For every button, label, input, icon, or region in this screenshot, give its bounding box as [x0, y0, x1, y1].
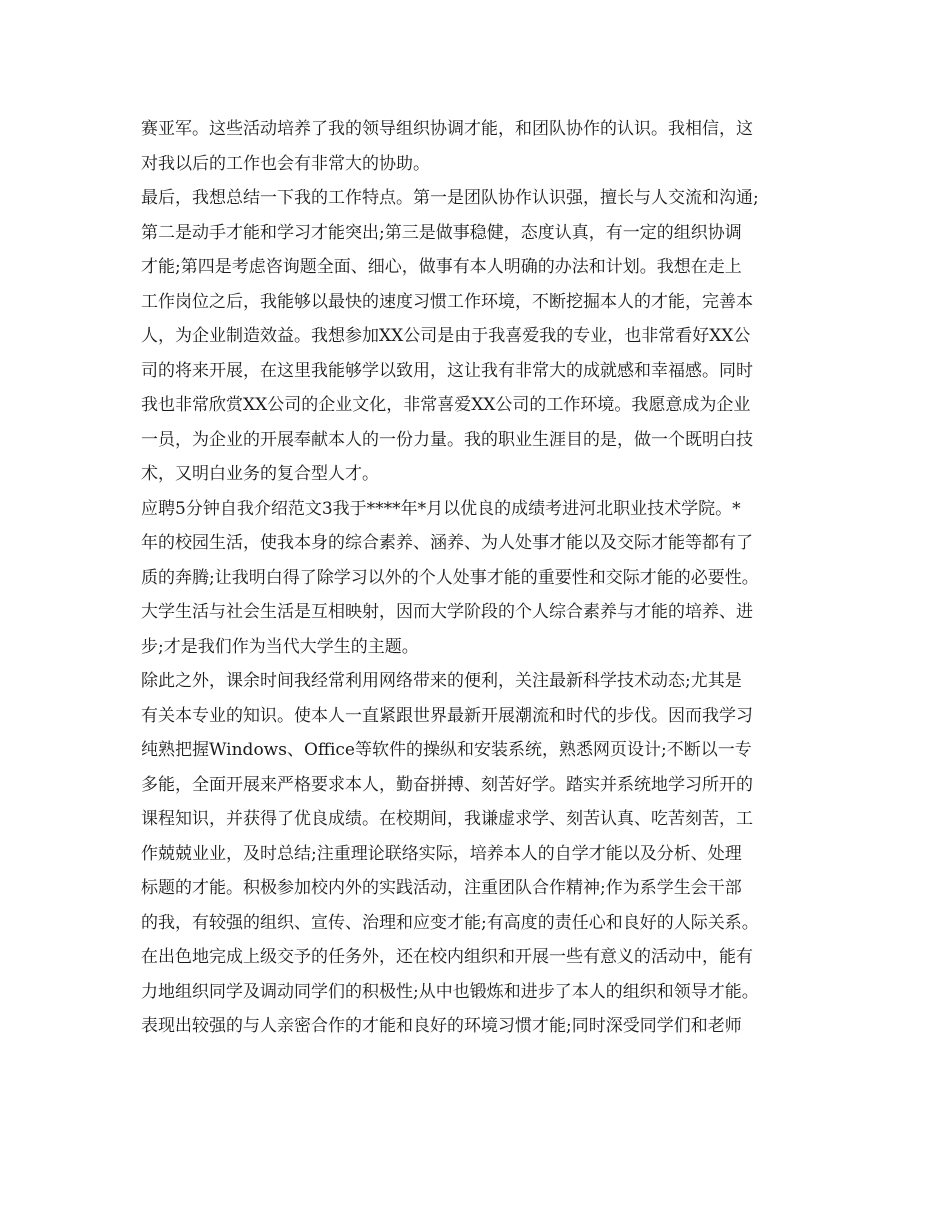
text-line: 在出色地完成上级交予的任务外，还在校内组织和开展一些有意义的活动中，能有 — [141, 947, 753, 967]
text-line: 的我，有较强的组织、宣传、治理和应变才能;有高度的责任心和良好的人际关系。 — [141, 912, 759, 933]
text-line: 应聘5分钟自我介绍范文3我于****年*月以优良的成绩考进河北职业技术学院。* — [141, 498, 741, 519]
text-line: 质的奔腾;让我明白得了除学习以外的个人处事才能的重要性和交际才能的必要性。 — [141, 567, 759, 588]
text-line: 司的将来开展，在这里我能够学以致用，这让我有非常大的成就感和幸福感。同时 — [141, 360, 753, 381]
text-line: 课程知识，并获得了优良成绩。在校期间，我谦虚求学、刻苦认真、吃苦刻苦，工 — [141, 809, 753, 829]
text-line: 一员，为企业的开展奉献本人的一份力量。我的职业生涯目的是，做一个既明白技 — [141, 429, 753, 450]
document-body — [141, 112, 821, 1044]
text-line: 才能;第四是考虑咨询题全面、细心，做事有本人明确的办法和计划。我想在走上 — [141, 257, 742, 277]
text-line: 人，为企业制造效益。我想参加XX公司是由于我喜爱我的专业，也非常看好XX公 — [141, 326, 751, 346]
text-line: 纯熟把握Windows、Office等软件的操纵和安装系统，熟悉网页设计;不断以一专 — [141, 740, 752, 760]
text-line: 术，又明白业务的复合型人才。 — [141, 464, 379, 484]
text-line: 多能，全面开展来严格要求本人，勤奋拼搏、刻苦好学。踏实并系统地学习所开的 — [141, 774, 753, 795]
text-line: 除此之外，课余时间我经常利用网络带来的便利，关注最新科学技术动态;尤其是 — [141, 671, 742, 691]
text-line: 有关本专业的知识。使本人一直紧跟世界最新开展潮流和时代的步伐。因而我学习 — [141, 705, 753, 726]
text-line: 年的校园生活，使我本身的综合素养、涵养、为人处事才能以及交际才能等都有了 — [141, 533, 753, 553]
text-line: 工作岗位之后，我能够以最快的速度习惯工作环境，不断挖掘本人的才能，完善本 — [141, 291, 753, 312]
text-line: 最后，我想总结一下我的工作特点。第一是团队协作认识强，擅长与人交流和沟通; — [141, 188, 759, 208]
text-line: 大学生活与社会生活是互相映射，因而大学阶段的个人综合素养与才能的培养、进 — [141, 602, 753, 622]
text-line: 我也非常欣赏XX公司的企业文化，非常喜爱XX公司的工作环境。我愿意成为企业 — [141, 395, 751, 415]
text-line: 作兢兢业业，及时总结;注重理论联络实际，培养本人的自学才能以及分析、处理 — [141, 843, 742, 864]
text-line: 赛亚军。这些活动培养了我的领导组织协调才能，和团队协作的认识。我相信，这 — [141, 119, 753, 139]
text-line: 对我以后的工作也会有非常大的协助。 — [141, 153, 430, 174]
text-line: 表现出较强的与人亲密合作的才能和良好的环境习惯才能;同时深受同学们和老师 — [141, 1016, 742, 1036]
text-line: 第二是动手才能和学习才能突出;第三是做事稳健，态度认真，有一定的组织协调 — [141, 222, 742, 243]
text-line: 步;才是我们作为当代大学生的主题。 — [141, 636, 419, 657]
text-line: 标题的才能。积极参加校内外的实践活动，注重团队合作精神;作为系学生会干部 — [141, 878, 742, 898]
text-line: 力地组织同学及调动同学们的积极性;从中也锻炼和进步了本人的组织和领导才能。 — [141, 981, 759, 1002]
